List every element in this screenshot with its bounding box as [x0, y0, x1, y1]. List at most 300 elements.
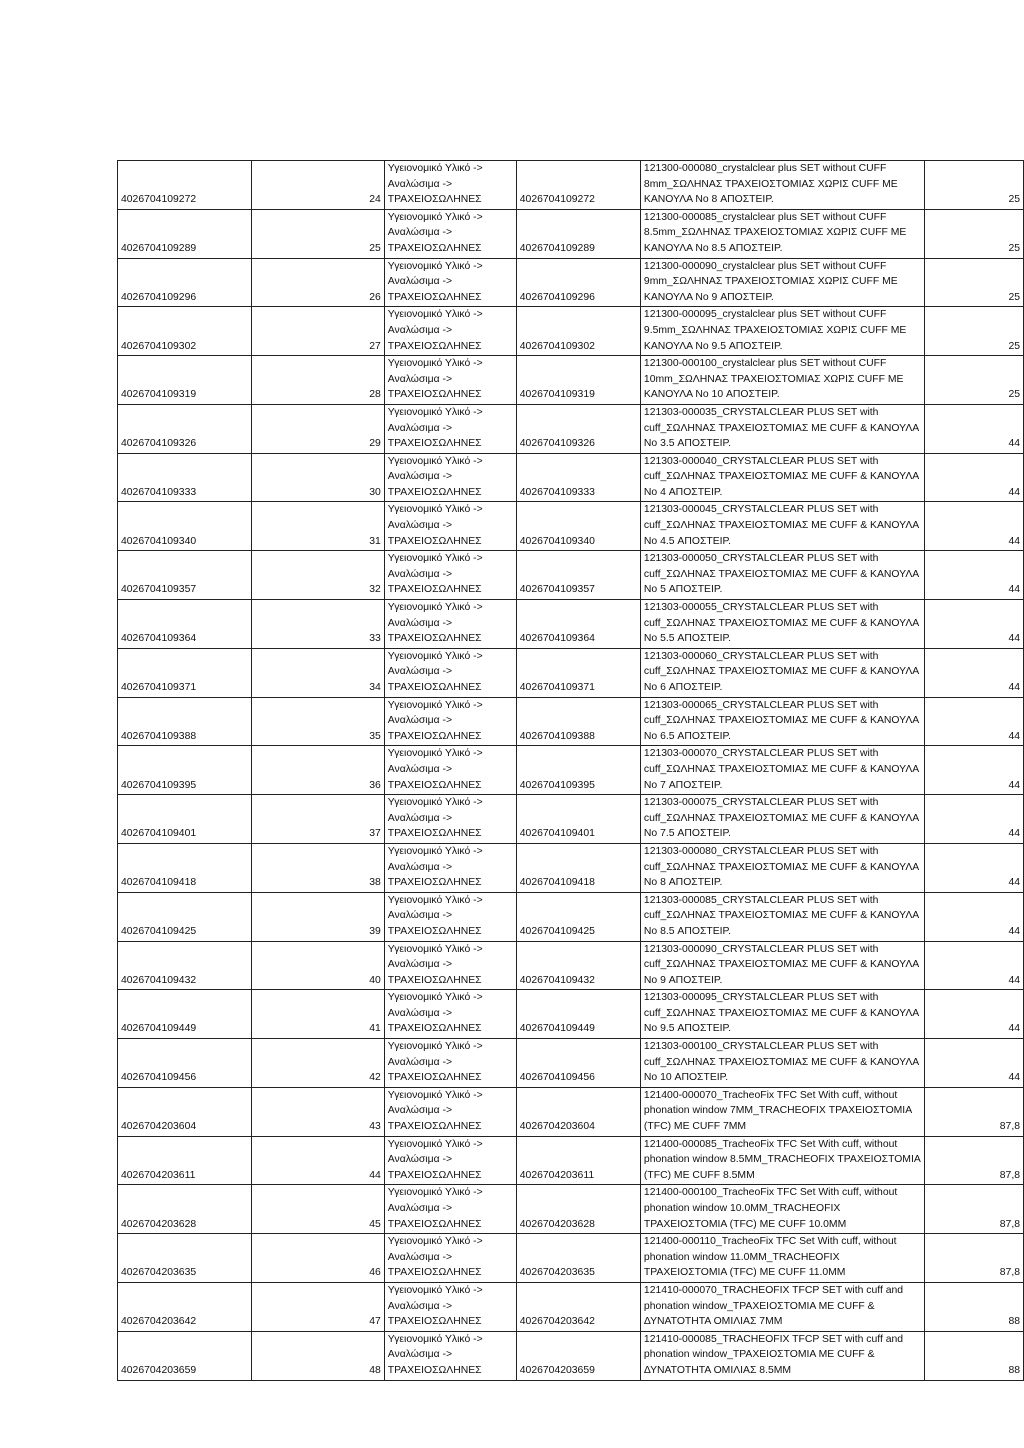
table-row [118, 697, 1024, 746]
price: 44 [1008, 828, 1020, 840]
barcode-cell [516, 892, 640, 941]
product-code: 4026704109319 [121, 389, 197, 401]
price-cell [924, 356, 1023, 405]
category-line: ΤΡΑΧΕΙΟΣΩΛΗΝΕΣ [387, 1072, 482, 1084]
price-cell [924, 1039, 1023, 1088]
product-code: 4026704203604 [121, 1121, 197, 1133]
description-cell [640, 258, 924, 307]
category-cell [384, 600, 516, 649]
barcode-cell [516, 453, 640, 502]
category-line: Υγειονομικό Υλικό -> [387, 845, 483, 857]
description-line: 10mm_ΣΩΛΗΝΑΣ ΤΡΑΧΕΙΟΣΤΟΜΙΑΣ ΧΩΡΙΣ CUFF ΜΕ [643, 373, 904, 385]
barcode-cell [516, 1185, 640, 1234]
category-cell [384, 1136, 516, 1185]
category-cell [384, 648, 516, 697]
description-line: ΚΑΝΟΥΛΑ No 9.5 ΑΠΟΣΤΕΙΡ. [643, 340, 783, 352]
product-code-cell [118, 941, 252, 990]
barcode-cell [516, 1136, 640, 1185]
price: 44 [1008, 486, 1020, 498]
description-cell [640, 892, 924, 941]
barcode: 4026704109289 [519, 242, 595, 254]
table-row [118, 795, 1024, 844]
category-line: ΤΡΑΧΕΙΟΣΩΛΗΝΕΣ [387, 438, 482, 450]
product-code: 4026704109395 [121, 779, 197, 791]
product-code-cell [118, 600, 252, 649]
price: 87,8 [999, 1218, 1020, 1230]
category-line: ΤΡΑΧΕΙΟΣΩΛΗΝΕΣ [387, 779, 482, 791]
row-number-cell [251, 551, 384, 600]
barcode-cell [516, 356, 640, 405]
category-line: ΤΡΑΧΕΙΟΣΩΛΗΝΕΣ [387, 1218, 482, 1230]
category-line: Υγειονομικό Υλικό -> [387, 358, 483, 370]
table-row [118, 746, 1024, 795]
description-line: 121303-000090_CRYSTALCLEAR PLUS SET with [643, 943, 879, 955]
table-row [118, 161, 1024, 210]
product-code: 4026704109333 [121, 486, 197, 498]
description-line: cuff_ΣΩΛΗΝΑΣ ΤΡΑΧΕΙΟΣΤΟΜΙΑΣ ΜΕ CUFF & ΚΑΝΟΥΛΑ [643, 422, 920, 434]
product-code: 4026704109388 [121, 730, 197, 742]
barcode: 4026704109418 [519, 877, 595, 889]
row-number: 38 [369, 877, 381, 889]
description-line: 121303-000080_CRYSTALCLEAR PLUS SET with [643, 845, 879, 857]
description-line: 121300-000095_crystalclear plus SET without CUFF [643, 309, 887, 321]
barcode-cell [516, 941, 640, 990]
category-cell [384, 404, 516, 453]
category-line: Αναλώσιμα -> [387, 1349, 453, 1361]
description-cell [640, 990, 924, 1039]
price: 44 [1008, 1072, 1020, 1084]
price-cell [924, 600, 1023, 649]
description-line: No 4.5 ΑΠΟΣΤΕΙΡ. [643, 535, 732, 547]
category-line: Αναλώσιμα -> [387, 1056, 453, 1068]
barcode-cell [516, 990, 640, 1039]
category-line: ΤΡΑΧΕΙΟΣΩΛΗΝΕΣ [387, 925, 482, 937]
table-row [118, 453, 1024, 502]
row-number: 33 [369, 633, 381, 645]
price-cell [924, 795, 1023, 844]
table-row [118, 1282, 1024, 1331]
row-number: 39 [369, 925, 381, 937]
category-line: ΤΡΑΧΕΙΟΣΩΛΗΝΕΣ [387, 584, 482, 596]
product-code: 4026704109432 [121, 974, 197, 986]
product-code: 4026704203611 [121, 1169, 196, 1181]
description-line: 121400-000085_TracheoFix TFC Set With cuff, without [643, 1138, 898, 1150]
barcode: 4026704109302 [519, 340, 595, 352]
category-line: Υγειονομικό Υλικό -> [387, 455, 483, 467]
description-line: cuff_ΣΩΛΗΝΑΣ ΤΡΑΧΕΙΟΣΤΟΜΙΑΣ ΜΕ CUFF & ΚΑΝΟΥΛΑ [643, 959, 920, 971]
price-cell [924, 648, 1023, 697]
barcode: 4026704109432 [519, 974, 595, 986]
category-line: Υγειονομικό Υλικό -> [387, 1236, 483, 1248]
description-line: ΚΑΝΟΥΛΑ No 9 ΑΠΟΣΤΕΙΡ. [643, 291, 774, 303]
category-line: Αναλώσιμα -> [387, 178, 453, 190]
category-line: ΤΡΑΧΕΙΟΣΩΛΗΝΕΣ [387, 1364, 482, 1376]
description-line: ΤΡΑΧΕΙΟΣΤΟΜΙΑ (TFC) ΜΕ CUFF 10.0MM [643, 1218, 847, 1230]
category-line: ΤΡΑΧΕΙΟΣΩΛΗΝΕΣ [387, 242, 482, 254]
product-code-cell [118, 307, 252, 356]
description-cell [640, 843, 924, 892]
product-code: 4026704109272 [121, 194, 197, 206]
table-row [118, 404, 1024, 453]
description-line: No 10 ΑΠΟΣΤΕΙΡ. [643, 1072, 729, 1084]
barcode: 4026704109333 [519, 486, 595, 498]
barcode: 4026704203659 [519, 1364, 595, 1376]
price-cell [924, 404, 1023, 453]
price: 25 [1008, 340, 1020, 352]
table-row [118, 551, 1024, 600]
row-number: 45 [369, 1218, 381, 1230]
product-code: 4026704203635 [121, 1267, 197, 1279]
description-line: 121303-000095_CRYSTALCLEAR PLUS SET with [643, 992, 879, 1004]
description-line: No 8.5 ΑΠΟΣΤΕΙΡ. [643, 925, 732, 937]
product-code-cell [118, 1039, 252, 1088]
product-code: 4026704203659 [121, 1364, 197, 1376]
barcode-cell [516, 648, 640, 697]
category-line: Αναλώσιμα -> [387, 812, 453, 824]
barcode: 4026704203635 [519, 1267, 595, 1279]
barcode: 4026704109326 [519, 438, 595, 450]
product-code: 4026704109449 [121, 1023, 197, 1035]
description-line: cuff_ΣΩΛΗΝΑΣ ΤΡΑΧΕΙΟΣΤΟΜΙΑΣ ΜΕ CUFF & ΚΑΝΟΥΛΑ [643, 520, 920, 532]
category-line: ΤΡΑΧΕΙΟΣΩΛΗΝΕΣ [387, 194, 482, 206]
description-line: 121303-000065_CRYSTALCLEAR PLUS SET with [643, 699, 879, 711]
price: 44 [1008, 730, 1020, 742]
row-number: 26 [369, 291, 381, 303]
category-line: Υγειονομικό Υλικό -> [387, 1284, 483, 1296]
category-line: Αναλώσιμα -> [387, 227, 453, 239]
table-row [118, 1039, 1024, 1088]
category-line: Υγειονομικό Υλικό -> [387, 211, 483, 223]
category-line: ΤΡΑΧΕΙΟΣΩΛΗΝΕΣ [387, 1316, 482, 1328]
category-line: Αναλώσιμα -> [387, 1203, 453, 1214]
barcode-cell [516, 600, 640, 649]
category-cell [384, 990, 516, 1039]
description-line: 121410-000070_TRACHEOFIX TFCP SET with cuff and [643, 1284, 904, 1296]
barcode-cell [516, 258, 640, 307]
category-line: Υγειονομικό Υλικό -> [387, 943, 483, 955]
row-number: 48 [369, 1364, 381, 1376]
description-line: cuff_ΣΩΛΗΝΑΣ ΤΡΑΧΕΙΟΣΤΟΜΙΑΣ ΜΕ CUFF & ΚΑΝΟΥΛΑ [643, 861, 920, 873]
description-cell [640, 1136, 924, 1185]
description-line: 8.5mm_ΣΩΛΗΝΑΣ ΤΡΑΧΕΙΟΣΤΟΜΙΑΣ ΧΩΡΙΣ CUFF ΜΕ [643, 227, 907, 239]
barcode-cell [516, 502, 640, 551]
product-code-cell [118, 356, 252, 405]
price: 87,8 [999, 1121, 1020, 1133]
category-line: ΤΡΑΧΕΙΟΣΩΛΗΝΕΣ [387, 486, 482, 498]
category-line: Υγειονομικό Υλικό -> [387, 748, 483, 760]
category-line: Αναλώσιμα -> [387, 861, 453, 873]
product-code-cell [118, 648, 252, 697]
category-line: Υγειονομικό Υλικό -> [387, 553, 483, 565]
row-number-cell [251, 746, 384, 795]
category-line: ΤΡΑΧΕΙΟΣΩΛΗΝΕΣ [387, 291, 482, 303]
description-line: 121303-000070_CRYSTALCLEAR PLUS SET with [643, 748, 879, 760]
description-line: (TFC) ΜΕ CUFF 7MM [643, 1121, 747, 1133]
description-cell [640, 502, 924, 551]
barcode-cell [516, 1039, 640, 1088]
price-cell [924, 746, 1023, 795]
barcode: 4026704109340 [519, 535, 595, 547]
row-number-cell [251, 209, 384, 258]
product-code-cell [118, 453, 252, 502]
category-line: Υγειονομικό Υλικό -> [387, 1333, 483, 1345]
description-line: 121303-000045_CRYSTALCLEAR PLUS SET with [643, 504, 879, 516]
description-line: ΚΑΝΟΥΛΑ No 10 ΑΠΟΣΤΕΙΡ. [643, 389, 780, 401]
description-line: phonation window_ΤΡΑΧΕΙΟΣΤΟΜΙΑ ΜΕ CUFF & [643, 1300, 875, 1312]
price-cell [924, 1185, 1023, 1234]
row-number-cell [251, 892, 384, 941]
row-number: 47 [369, 1316, 381, 1328]
price: 44 [1008, 584, 1020, 596]
description-line: 121400-000070_TracheoFix TFC Set With cuff, without [643, 1089, 898, 1101]
row-number-cell [251, 1136, 384, 1185]
price: 88 [1008, 1316, 1020, 1328]
category-cell [384, 795, 516, 844]
category-line: Υγειονομικό Υλικό -> [387, 894, 483, 906]
category-line: ΤΡΑΧΕΙΟΣΩΛΗΝΕΣ [387, 877, 482, 889]
category-line: Υγειονομικό Υλικό -> [387, 309, 483, 321]
barcode: 4026704109319 [519, 389, 595, 401]
price: 25 [1008, 194, 1020, 206]
product-code-cell [118, 404, 252, 453]
table-row [118, 1234, 1024, 1283]
product-code-cell [118, 1234, 252, 1283]
price-cell [924, 1234, 1023, 1283]
product-code-cell [118, 1185, 252, 1234]
barcode: 4026704109388 [519, 730, 595, 742]
description-line: cuff_ΣΩΛΗΝΑΣ ΤΡΑΧΕΙΟΣΤΟΜΙΑΣ ΜΕ CUFF & ΚΑΝΟΥΛΑ [643, 812, 920, 824]
row-number-cell [251, 1185, 384, 1234]
row-number: 32 [369, 584, 381, 596]
product-code-cell [118, 1136, 252, 1185]
price: 44 [1008, 1023, 1020, 1035]
category-cell [384, 843, 516, 892]
category-line: ΤΡΑΧΕΙΟΣΩΛΗΝΕΣ [387, 1169, 482, 1181]
table-row [118, 990, 1024, 1039]
barcode: 4026704109401 [519, 828, 595, 840]
category-line: Αναλώσιμα -> [387, 422, 453, 434]
product-code-cell [118, 161, 252, 210]
product-code: 4026704203628 [121, 1218, 197, 1230]
product-code-cell [118, 843, 252, 892]
category-cell [384, 161, 516, 210]
price: 87,8 [999, 1267, 1020, 1279]
row-number-cell [251, 161, 384, 210]
price-cell [924, 551, 1023, 600]
product-code-cell [118, 258, 252, 307]
row-number: 34 [369, 682, 381, 693]
barcode: 4026704109364 [519, 633, 595, 645]
description-line: 121300-000100_crystalclear plus SET without CUFF [643, 358, 887, 370]
category-line: ΤΡΑΧΕΙΟΣΩΛΗΝΕΣ [387, 340, 482, 352]
row-number: 29 [369, 438, 381, 450]
price-cell [924, 1331, 1023, 1380]
table-row [118, 1136, 1024, 1185]
category-line: Αναλώσιμα -> [387, 471, 453, 483]
category-line: Αναλώσιμα -> [387, 276, 453, 288]
row-number: 37 [369, 828, 381, 840]
price: 44 [1008, 535, 1020, 547]
price: 44 [1008, 438, 1020, 450]
row-number-cell [251, 648, 384, 697]
row-number: 30 [369, 486, 381, 498]
description-line: phonation window 8.5MM_TRACHEOFIX ΤΡΑΧΕΙΟΣΤΟΜΙΑ [643, 1154, 921, 1166]
table-row [118, 356, 1024, 405]
price-cell [924, 990, 1023, 1039]
barcode-cell [516, 795, 640, 844]
product-code-cell [118, 502, 252, 551]
description-line: phonation window 11.0MM_TRACHEOFIX [643, 1251, 840, 1263]
description-cell [640, 209, 924, 258]
category-line: Αναλώσιμα -> [387, 324, 453, 336]
category-line: ΤΡΑΧΕΙΟΣΩΛΗΝΕΣ [387, 730, 482, 742]
barcode: 4026704109296 [519, 291, 595, 303]
price-cell [924, 1087, 1023, 1136]
category-line: Αναλώσιμα -> [387, 1105, 453, 1117]
description-cell [640, 356, 924, 405]
barcode-cell [516, 1234, 640, 1283]
description-cell [640, 1039, 924, 1088]
category-line: ΤΡΑΧΕΙΟΣΩΛΗΝΕΣ [387, 682, 482, 693]
category-line: Αναλώσιμα -> [387, 959, 453, 971]
price: 44 [1008, 779, 1020, 791]
category-line: Αναλώσιμα -> [387, 520, 453, 532]
category-cell [384, 258, 516, 307]
row-number-cell [251, 1234, 384, 1283]
description-line: No 5 ΑΠΟΣΤΕΙΡ. [643, 584, 723, 596]
table-row [118, 307, 1024, 356]
category-line: Αναλώσιμα -> [387, 1251, 453, 1263]
description-line: No 9 ΑΠΟΣΤΕΙΡ. [643, 974, 723, 986]
category-cell [384, 1234, 516, 1283]
row-number: 31 [369, 535, 381, 547]
row-number-cell [251, 1331, 384, 1380]
price-cell [924, 697, 1023, 746]
price: 87,8 [999, 1169, 1020, 1181]
row-number: 40 [369, 974, 381, 986]
description-cell [640, 1185, 924, 1234]
description-line: 121303-000100_CRYSTALCLEAR PLUS SET with [643, 1041, 879, 1053]
barcode-cell [516, 307, 640, 356]
table-row [118, 648, 1024, 697]
description-line: 121303-000075_CRYSTALCLEAR PLUS SET with [643, 797, 879, 809]
category-line: Αναλώσιμα -> [387, 1007, 453, 1019]
category-line: ΤΡΑΧΕΙΟΣΩΛΗΝΕΣ [387, 633, 482, 645]
description-line: cuff_ΣΩΛΗΝΑΣ ΤΡΑΧΕΙΟΣΤΟΜΙΑΣ ΜΕ CUFF & ΚΑΝΟΥΛΑ [643, 617, 920, 629]
barcode-cell [516, 551, 640, 600]
barcode-cell [516, 209, 640, 258]
category-cell [384, 746, 516, 795]
category-cell [384, 502, 516, 551]
row-number-cell [251, 502, 384, 551]
category-line: Υγειονομικό Υλικό -> [387, 1089, 483, 1101]
description-line: ΤΡΑΧΕΙΟΣΤΟΜΙΑ (TFC) ΜΕ CUFF 11.0MM [643, 1267, 846, 1279]
description-line: No 6 ΑΠΟΣΤΕΙΡ. [643, 682, 723, 693]
description-line: phonation window 7MM_TRACHEOFIX ΤΡΑΧΕΙΟΣΤΟΜΙΑ [643, 1105, 913, 1117]
table-row [118, 502, 1024, 551]
product-code: 4026704109371 [121, 682, 197, 693]
price: 44 [1008, 633, 1020, 645]
product-code-cell [118, 892, 252, 941]
table-row [118, 941, 1024, 990]
product-code-cell [118, 795, 252, 844]
description-line: 121303-000060_CRYSTALCLEAR PLUS SET with [643, 650, 879, 662]
description-line: No 8 ΑΠΟΣΤΕΙΡ. [643, 877, 723, 889]
category-line: ΤΡΑΧΕΙΟΣΩΛΗΝΕΣ [387, 1023, 482, 1035]
product-code: 4026704203642 [121, 1316, 197, 1328]
description-cell [640, 307, 924, 356]
price: 44 [1008, 974, 1020, 986]
table-row [118, 600, 1024, 649]
price-cell [924, 1282, 1023, 1331]
row-number-cell [251, 843, 384, 892]
category-line: Αναλώσιμα -> [387, 373, 453, 385]
price-cell [924, 161, 1023, 210]
price-cell [924, 1136, 1023, 1185]
description-cell [640, 453, 924, 502]
row-number: 25 [369, 242, 381, 254]
row-number-cell [251, 600, 384, 649]
description-line: 121300-000080_crystalclear plus SET without CUFF [643, 163, 887, 174]
description-line: 121303-000085_CRYSTALCLEAR PLUS SET with [643, 894, 879, 906]
category-line: Υγειονομικό Υλικό -> [387, 797, 483, 809]
price-cell [924, 502, 1023, 551]
row-number: 46 [369, 1267, 381, 1279]
description-cell [640, 1087, 924, 1136]
category-cell [384, 1087, 516, 1136]
product-code: 4026704109357 [121, 584, 197, 596]
description-line: phonation window 10.0MM_TRACHEOFIX [643, 1203, 841, 1214]
price: 25 [1008, 291, 1020, 303]
description-line: cuff_ΣΩΛΗΝΑΣ ΤΡΑΧΕΙΟΣΤΟΜΙΑΣ ΜΕ CUFF & ΚΑΝΟΥΛΑ [643, 666, 920, 678]
product-code: 4026704109364 [121, 633, 197, 645]
barcode: 4026704109395 [519, 779, 595, 791]
row-number-cell [251, 1087, 384, 1136]
description-line: 121303-000040_CRYSTALCLEAR PLUS SET with [643, 455, 879, 467]
row-number-cell [251, 1282, 384, 1331]
description-line: 121400-000100_TracheoFix TFC Set With cuff, without [643, 1187, 898, 1199]
category-line: ΤΡΑΧΕΙΟΣΩΛΗΝΕΣ [387, 1121, 482, 1133]
barcode: 4026704109357 [519, 584, 595, 596]
description-cell [640, 697, 924, 746]
price-cell [924, 209, 1023, 258]
price: 25 [1008, 242, 1020, 254]
category-cell [384, 453, 516, 502]
description-line: cuff_ΣΩΛΗΝΑΣ ΤΡΑΧΕΙΟΣΤΟΜΙΑΣ ΜΕ CUFF & ΚΑΝΟΥΛΑ [643, 763, 920, 775]
row-number: 36 [369, 779, 381, 791]
description-cell [640, 404, 924, 453]
description-line: ΚΑΝΟΥΛΑ No 8 ΑΠΟΣΤΕΙΡ. [643, 194, 774, 206]
description-line: 121300-000090_crystalclear plus SET without CUFF [643, 260, 887, 272]
description-cell [640, 795, 924, 844]
price-cell [924, 892, 1023, 941]
category-line: ΤΡΑΧΕΙΟΣΩΛΗΝΕΣ [387, 1267, 482, 1279]
barcode: 4026704109371 [519, 682, 595, 693]
category-line: Υγειονομικό Υλικό -> [387, 602, 483, 614]
row-number: 44 [369, 1169, 381, 1181]
price-cell [924, 453, 1023, 502]
table-row [118, 258, 1024, 307]
description-line: cuff_ΣΩΛΗΝΑΣ ΤΡΑΧΕΙΟΣΤΟΜΙΑΣ ΜΕ CUFF & ΚΑΝΟΥΛΑ [643, 910, 920, 922]
row-number-cell [251, 1039, 384, 1088]
category-cell [384, 1185, 516, 1234]
category-cell [384, 1039, 516, 1088]
category-line: Υγειονομικό Υλικό -> [387, 260, 483, 272]
category-line: ΤΡΑΧΕΙΟΣΩΛΗΝΕΣ [387, 974, 482, 986]
row-number: 42 [369, 1072, 381, 1084]
price: 25 [1008, 389, 1020, 401]
row-number-cell [251, 404, 384, 453]
